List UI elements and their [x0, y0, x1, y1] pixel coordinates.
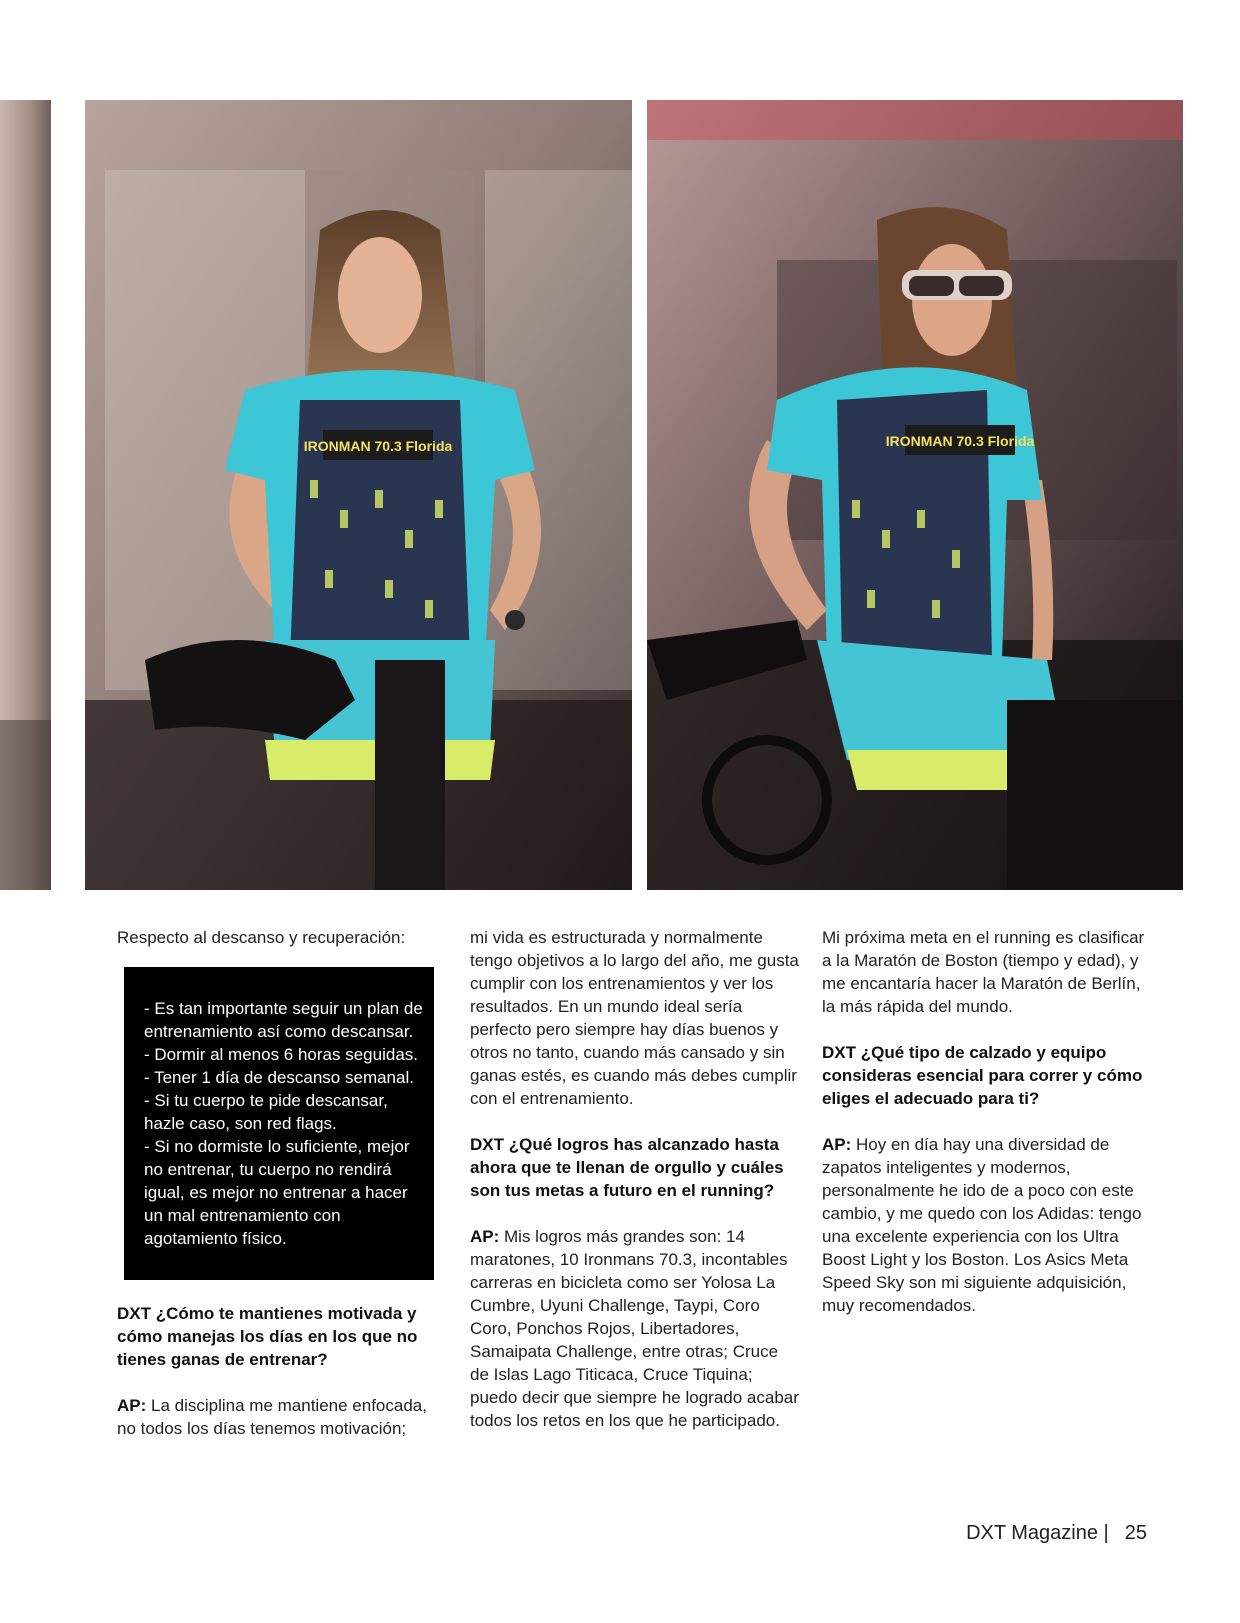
- photo-strip-left: [0, 100, 51, 890]
- answer-text: La disciplina me mantiene enfocada, no todos los días tenemos motivación;: [117, 1396, 427, 1438]
- tip-item: - Dormir al menos 6 horas seguidas.: [144, 1045, 419, 1064]
- tip-item: - Es tan importante seguir un plan de entrenamiento así como descansar.: [144, 999, 423, 1041]
- recovery-intro: Respecto al descanso y recuperación:: [117, 928, 406, 947]
- athlete-photo-left: [85, 100, 632, 890]
- answer-lead: AP:: [470, 1227, 500, 1246]
- answer-motivation: [117, 1394, 447, 1440]
- athlete-photo-right: [647, 100, 1183, 890]
- page-number: 25: [1124, 1522, 1147, 1544]
- recovery-tips-box: [124, 967, 434, 1280]
- tip-item: - Tener 1 día de descanso semanal.: [144, 1068, 414, 1087]
- recovery-tips-list: [144, 997, 424, 1250]
- article-column-1: [117, 926, 447, 1440]
- question-footwear: DXT ¿Qué tipo de calzado y equipo consideras esencial para correr y cómo eliges el adecuado para ti?: [822, 1043, 1143, 1108]
- answer-lead: AP:: [822, 1135, 852, 1154]
- answer-achievements: [470, 1225, 800, 1432]
- question-achievements: DXT ¿Qué logros has alcanzado hasta ahora que te llenan de orgullo y cuáles son tus metas a futuro en el running?: [470, 1135, 784, 1200]
- article-column-2: [470, 926, 800, 1432]
- question-motivation: DXT ¿Cómo te mantienes motivada y cómo manejas los días en los que no tienes ganas de entrenar?: [117, 1304, 418, 1369]
- tip-item: - Si no dormiste lo suficiente, mejor no entrenar, tu cuerpo no rendirá igual, es mejor no entrenar a hacer un mal entrenamiento con agotamiento físico.: [144, 1137, 410, 1248]
- answer-lead: AP:: [117, 1396, 147, 1415]
- page-footer: [966, 1522, 1147, 1545]
- magazine-name: DXT Magazine |: [966, 1522, 1109, 1544]
- jersey-text-right: IRONMAN 70.3 Florida: [885, 433, 1035, 449]
- article-column-3: [822, 926, 1152, 1317]
- jersey-text-left: IRONMAN 70.3 Florida: [303, 438, 453, 454]
- answer-continuation: Mi próxima meta en el running es clasificar a la Maratón de Boston (tiempo y edad), y me encantaría hacer la Maratón de Berlín, la más rápida del mundo.: [822, 928, 1145, 1016]
- tip-item: - Si tu cuerpo te pide descansar, hazle caso, son red flags.: [144, 1091, 388, 1133]
- answer-continuation: mi vida es estructurada y normalmente tengo objetivos a lo largo del año, me gusta cumplir con los entrenamientos y ver los resultados. En un mundo ideal sería perfecto pero siempre hay días buenos y otros no tanto, cuando más cansado y sin ganas estés, es cuando más debes cumplir con el entrenamiento.: [470, 928, 799, 1108]
- answer-text: Mis logros más grandes son: 14 maratones, 10 Ironmans 70.3, incontables carreras en bicicleta como ser Yolosa La Cumbre, Uyuni Challenge, Taypi, Coro Coro, Ponchos Rojos, Libertadores, Samaipata Challenge, entre otras; Cruce de Islas Lago Titicaca, Cruce Tiquina; puedo decir que siempre he logrado acabar todos los retos en los que he participado.: [470, 1227, 799, 1430]
- answer-footwear: [822, 1133, 1152, 1317]
- answer-text: Hoy en día hay una diversidad de zapatos inteligentes y modernos, personalmente he ido de a poco con este cambio, y me quedo con los Adidas: tengo una excelente experiencia con los Ultra Boost Light y los Boston. Los Asics Meta Speed Sky son mi siguiente adquisición, muy recomendados.: [822, 1135, 1142, 1315]
